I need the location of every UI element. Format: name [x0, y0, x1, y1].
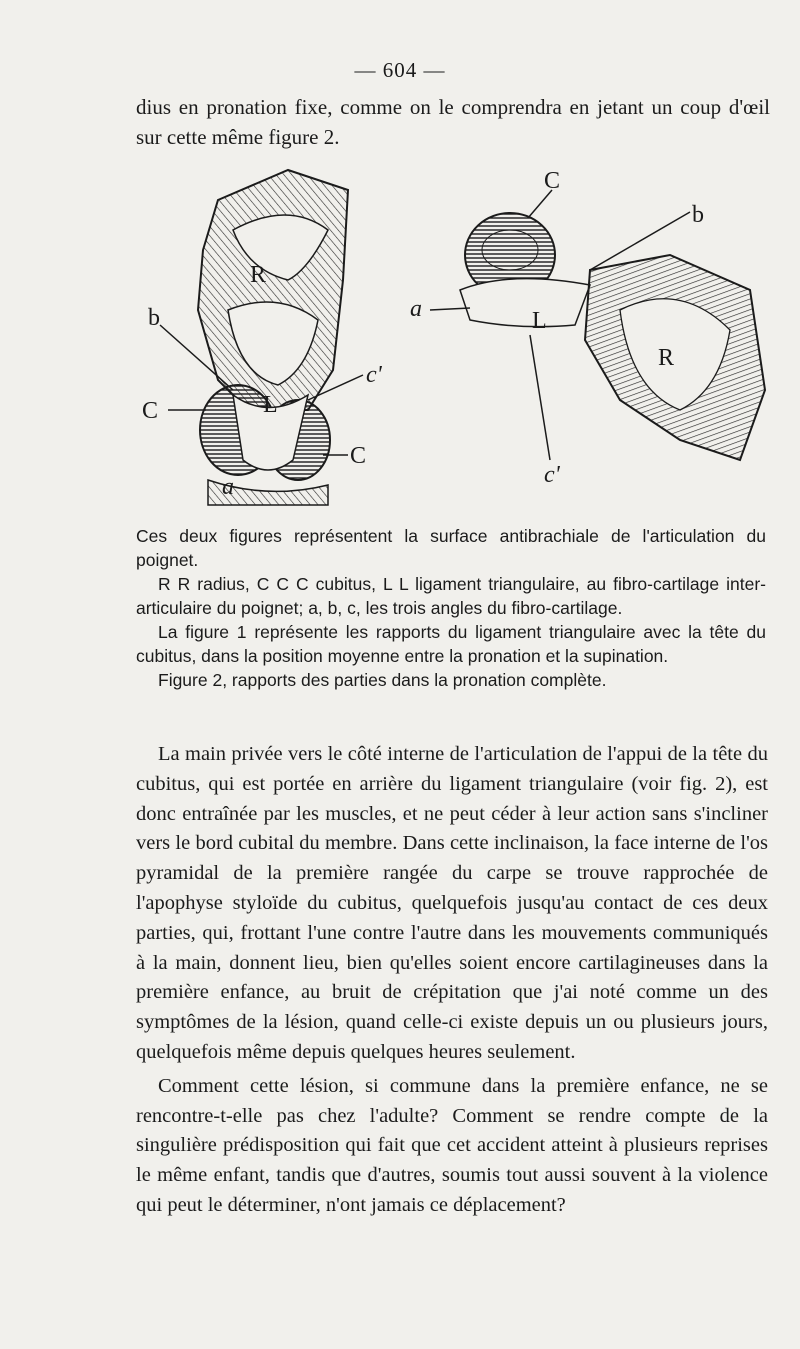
triangular-ligament — [460, 279, 590, 327]
fig1-label-R: R — [250, 262, 267, 288]
intro-paragraph — [136, 92, 770, 152]
fig1-label-C-left: C — [142, 398, 159, 424]
body-paragraph-1: La main privée vers le côté interne de l'articulation de l'appui de la tête du cubitus, qui est portée en arrière du ligament triangulaire (voir fig. 2), est donc entraînée par les muscles, et ne peut céder à leur action sans s'incliner vers le bord cubital du membre. Dans cette inclinaison, la face interne de l'os pyramidal de la première rangée du carpe se trouve rapprochée de l'apophyse styloïde du cubitus, quelquefois jusqu'au contact de ces deux parties, qui, frottant l'une contre l'autre dans les mouvements communiqués à la main, donnent lieu, bien qu'elles soient encore cartilagineuses dans la première enfance, au bruit de crépitation que j'ai noté comme un des symptômes de la lésion, quand celle-ci existe depuis un ou plusieurs jours, quelquefois même depuis quelques heures seulement. — [136, 743, 768, 1063]
figure-2-wrist-illustration — [400, 160, 780, 500]
caption-paragraph-1: Ces deux figures représentent la surface antibrachiale de l'articulation du poignet. — [136, 526, 766, 570]
fig2-label-b: b — [692, 202, 704, 228]
figure-1-wrist-illustration — [138, 160, 388, 510]
fig2-label-c-prime: c' — [544, 462, 560, 488]
page-number: — 604 — — [354, 58, 446, 82]
caption-paragraph-4: Figure 2, rapports des parties dans la pronation complète. — [158, 670, 607, 690]
figure-caption — [136, 524, 766, 692]
fig1-label-b: b — [148, 305, 160, 331]
intro-text: dius en pronation fixe, comme on le comprendra en jetant un coup d'œil sur cette même figure 2. — [136, 95, 770, 149]
fig2-label-R: R — [658, 345, 675, 371]
fig2-label-L: L — [532, 308, 547, 334]
figure-2-drawing — [400, 160, 780, 500]
body-paragraph-2: Comment cette lésion, si commune dans la première enfance, ne se rencontre-t-elle pas chez l'adulte? Comment se rendre compte de la singulière prédisposition qui fait que cet accident atteint à plusieurs reprises le même enfant, tandis que d'autres, soumis tout aussi souvent à la violence qui peut le déterminer, n'ont jamais ce déplacement? — [136, 1074, 768, 1216]
caption-paragraph-3: La figure 1 représente les rapports du ligament triangulaire avec la tête du cubitus, dans la position moyenne entre la pronation et la supination. — [136, 622, 766, 666]
fig2-label-C: C — [544, 168, 561, 194]
fig2-label-a: a — [410, 296, 422, 322]
fig1-label-a: a — [222, 474, 234, 500]
fig1-label-c-prime: c' — [366, 362, 382, 388]
figure-1-drawing — [138, 160, 388, 510]
fig1-label-C-right: C — [350, 443, 367, 469]
fig1-label-L: L — [263, 392, 278, 418]
body-text — [136, 740, 768, 1225]
caption-paragraph-2: R R radius, C C C cubitus, L L ligament triangulaire, au fibro-cartilage inter-articulaire du poignet; a, b, c, les trois angles du fibro-cartilage. — [136, 574, 766, 618]
